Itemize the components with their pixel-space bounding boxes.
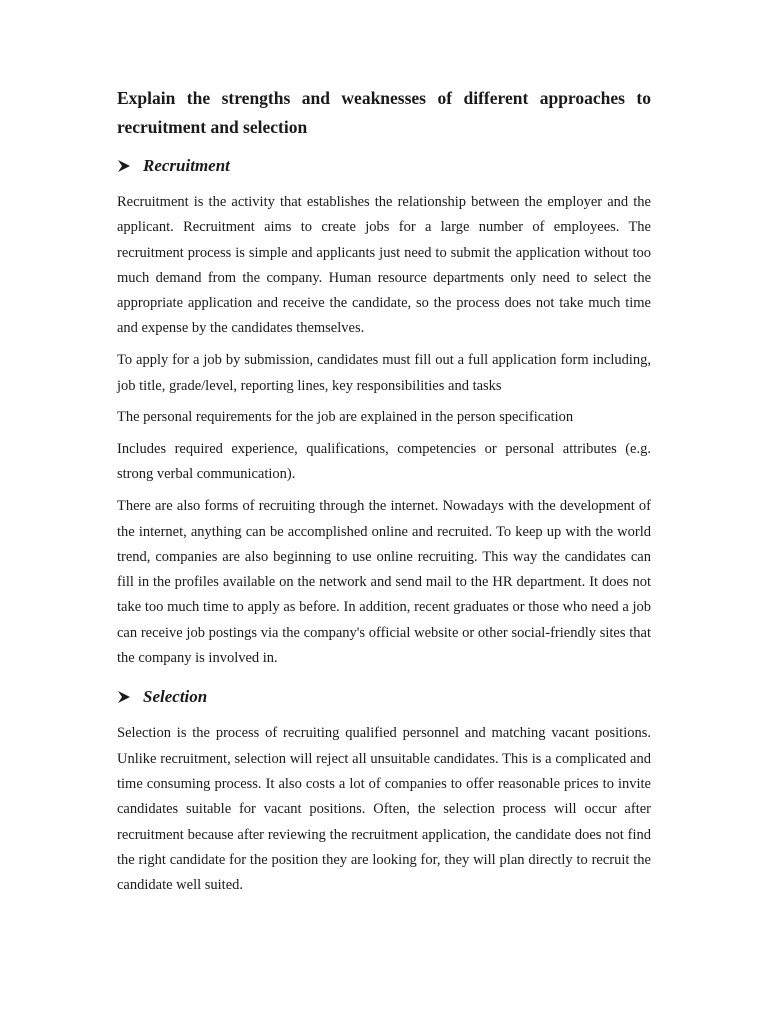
section-selection	[117, 685, 651, 898]
document-title: Explain the strengths and weaknesses of different approaches to recruitment and selection	[117, 88, 651, 137]
paragraph: Recruitment is the activity that establishes the relationship between the employer and the applicant. Recruitment aims to create jobs for a large number of employees. The recruitment process is simple and applicants just need to submit the application without too much demand from the company. Human resource departments only need to select the appropriate application and receive the candidate, so the process does not take much time and expense by the candidates themselves.	[117, 194, 651, 337]
paragraph: There are also forms of recruiting through the internet. Nowadays with the development of the internet, anything can be accomplished online and recruited. To keep up with the world trend, companies are also beginning to use online recruiting. This way the candidates can fill in the profiles available on the network and send mail to the HR department. It does not take too much time to apply as before. In addition, recent graduates or those who need a job can receive job postings via the company's official website or other social-friendly sites that the company is involved in.	[117, 498, 651, 667]
arrowhead-bullet-icon	[117, 690, 143, 704]
section-recruitment	[117, 154, 651, 671]
document-page	[117, 84, 651, 905]
arrowhead-bullet-icon	[117, 159, 143, 173]
paragraph: The personal requirements for the job are explained in the person specification	[117, 409, 574, 426]
section-heading-text: Selection	[143, 687, 208, 707]
paragraph: To apply for a job by submission, candidates must fill out a full application form including, job title, grade/level, reporting lines, key responsibilities and tasks	[117, 352, 651, 394]
paragraph: Selection is the process of recruiting qualified personnel and matching vacant positions. Unlike recruitment, selection will reject all unsuitable candidates. This is a complicated and time consuming process. It also costs a lot of companies to offer reasonable prices to invite candidates suitable for vacant positions. Often, the selection process will occur after recruitment because after reviewing the recruitment application, the candidate does not find the right candidate for the position they are looking for, they will plan directly to recruit the candidate well suited.	[117, 725, 651, 894]
section-heading	[117, 154, 651, 178]
paragraph: Includes required experience, qualifications, competencies or personal attributes (e.g. strong verbal communication).	[117, 441, 651, 483]
section-heading-text: Recruitment	[143, 156, 230, 175]
section-heading	[117, 685, 651, 709]
